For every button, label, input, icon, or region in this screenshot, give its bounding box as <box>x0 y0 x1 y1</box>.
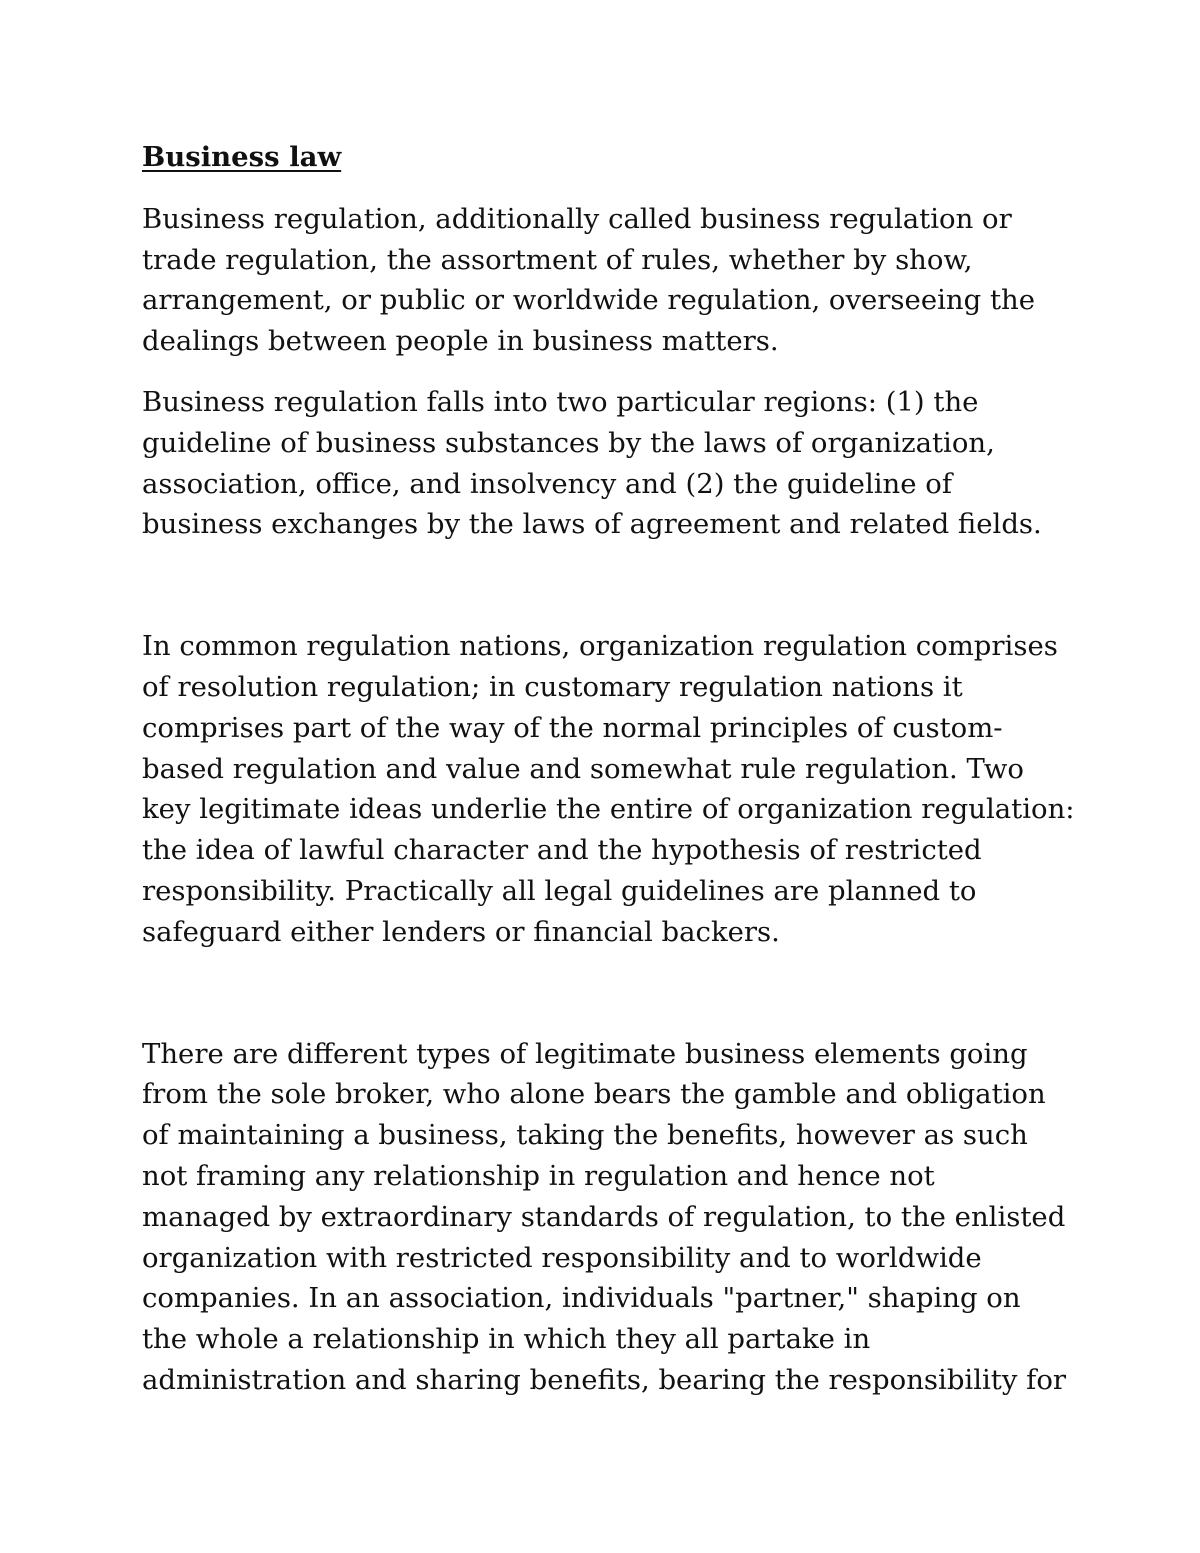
text-line: comprises part of the way of the normal principles of custom- <box>142 711 1003 744</box>
text-line: the idea of lawful character and the hypothesis of restricted <box>142 834 982 867</box>
text-line: managed by extraordinary standards of regulation, to the enlisted <box>142 1200 1066 1233</box>
text-line: responsibility. Practically all legal guidelines are planned to <box>142 874 977 907</box>
text-line: based regulation and value and somewhat rule regulation. Two <box>142 752 1024 785</box>
text-line: of maintaining a business, taking the benefits, however as such <box>142 1119 1028 1152</box>
document-body <box>142 137 1075 1401</box>
document-title: Business law <box>142 141 342 173</box>
paragraph-1 <box>142 199 1072 362</box>
text-line: In common regulation nations, organization regulation comprises <box>142 630 1058 663</box>
text-line: from the sole broker, who alone bears the gamble and obligation <box>142 1078 1046 1111</box>
text-line: organization with restricted responsibility and to worldwide <box>142 1241 982 1274</box>
text-line: guideline of business substances by the laws of organization, <box>142 426 995 459</box>
paragraph-spacer <box>142 953 1072 1034</box>
text-line: the whole a relationship in which they all partake in <box>142 1323 871 1356</box>
text-line: dealings between people in business matters. <box>142 325 779 358</box>
text-line: safeguard either lenders or financial backers. <box>142 915 780 948</box>
text-line: There are different types of legitimate business elements going <box>142 1037 1028 1070</box>
text-line: association, office, and insolvency and (2) the guideline of <box>142 467 953 500</box>
paragraph-4 <box>142 1034 1072 1401</box>
text-line: Business regulation falls into two particular regions: (1) the <box>142 385 979 418</box>
text-line: administration and sharing benefits, bearing the responsibility for <box>142 1363 1067 1396</box>
text-line: business exchanges by the laws of agreement and related fields. <box>142 508 1042 541</box>
paragraph-spacer <box>142 362 1072 382</box>
paragraph-2 <box>142 382 1072 545</box>
text-line: trade regulation, the assortment of rules, whether by show, <box>142 243 973 276</box>
paragraph-3 <box>142 626 1075 952</box>
text-line: key legitimate ideas underlie the entire of organization regulation: <box>142 793 1075 826</box>
text-line: companies. In an association, individuals "partner," shaping on <box>142 1282 1021 1315</box>
text-line: of resolution regulation; in customary regulation nations it <box>142 670 963 703</box>
text-line: not framing any relationship in regulation and hence not <box>142 1159 935 1192</box>
text-line: Business regulation, additionally called business regulation or <box>142 202 1012 235</box>
paragraph-spacer <box>142 545 1072 626</box>
text-line: arrangement, or public or worldwide regulation, overseeing the <box>142 284 1035 317</box>
